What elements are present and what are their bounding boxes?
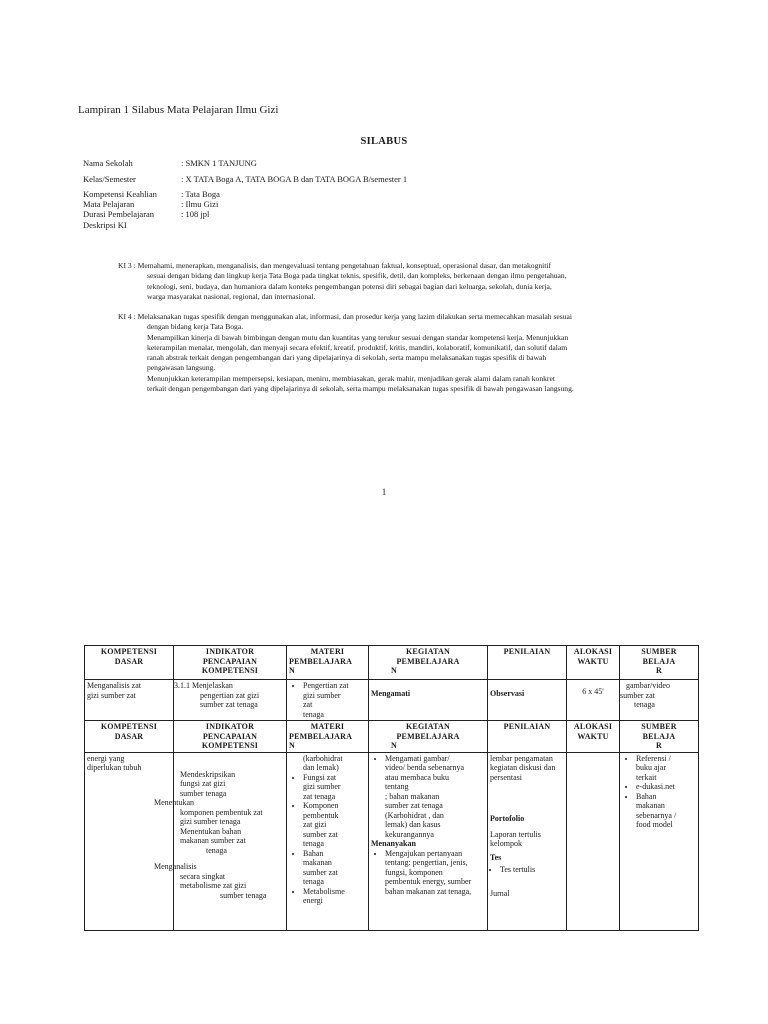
info-label: Kelas/Semester xyxy=(83,174,136,184)
ki4-line: terkait dengan pengembangan dari yang dipelajarinya di sekolah, serta mampu melaksanakan tugas spesifik di bawah pengawasan langsung. xyxy=(147,384,574,394)
list-item: • Mengajukan pertanyaan tentang: pengertian, jenis, fungsi, komponen pembentuk energy, sumber bahan makanan zat tenaga, xyxy=(385,849,485,897)
list-item: • Mengamati gambar/ video/ benda sebenarnya atau membaca buku tentang ; bahan makanan sumber zat tenaga (Karbohidrat , dan lemak) dan kasus kekurangannya xyxy=(385,754,485,840)
list-item: • Bahan makanan sebenarnya / food model xyxy=(636,792,696,830)
info-label: Durasi Pembelajaran xyxy=(83,209,155,219)
table-row xyxy=(85,752,699,930)
header-materi: MATERI PEMBELAJARA N xyxy=(287,721,369,753)
ki4-line: dengan bidang kerja Tata Boga. xyxy=(147,322,244,332)
info-label: Kompetensi Keahlian xyxy=(83,189,157,199)
info-value: : X TATA Boga A, TATA BOGA B dan TATA BOGA B/semester 1 xyxy=(181,174,408,184)
cell-sumber xyxy=(620,752,699,930)
cell-ipk: Mendeskripsikan fungsi zat gizi sumber tenaga Menentukan komponen pembentuk zat gizi sumber tenaga Menentukan bahan makanan sumber zat tenaga Menganalisis secara singkat metabolisme zat gizi sumber tenaga xyxy=(174,752,287,930)
info-row-competency xyxy=(83,189,220,199)
cell-kegiatan xyxy=(369,752,488,930)
ki3-line: KI 3 : Memahami, menerapkan, menganalisis, dan mengevaluasi tentang pengetahuan faktual, konseptual, operasional dasar, dan metakognitif xyxy=(118,261,552,270)
table-header-row xyxy=(85,646,699,680)
table-row xyxy=(85,680,699,721)
ki3-line: sesuai dengan bidang dan lingkup kerja Tata Boga pada tingkat teknis, spesifik, detil, dan kompleks, berkenaan dengan ilmu pengetahuan, xyxy=(147,271,567,281)
list-item: • Bahan makanan sumber zat tenaga xyxy=(303,849,366,887)
info-label: Nama Sekolah xyxy=(83,158,133,168)
info-row-school xyxy=(83,158,257,168)
info-row-ki-description xyxy=(83,220,181,230)
list-item: • Komponen pembentuk zat gizi sumber zat tenaga xyxy=(303,801,366,849)
info-value: : Tata Boga xyxy=(181,189,220,199)
attachment-heading: Lampiran 1 Silabus Mata Pelajaran Ilmu Gizi xyxy=(78,104,279,116)
cell-kd: energi yang diperlukan tubuh xyxy=(85,752,174,930)
ki4-line: pengawasan langsung. xyxy=(147,363,216,373)
info-value: : SMKN 1 TANJUNG xyxy=(181,158,257,168)
header-indikator: INDIKATOR PENCAPAIAN KOMPETENSI xyxy=(174,721,287,753)
ki4-line: KI 4 : Melaksanakan tugas spesifik dengan menggunakan alat, informasi, dan prosedur kerja yang lazim dilakukan serta memecahkan masalah sesuai xyxy=(118,312,572,321)
ki3-paragraph xyxy=(118,261,567,302)
table-header-row-repeat xyxy=(85,721,699,753)
ki4-line: Menunjukkan keterampilan mempersepsi, kesiapan, meniru, membiasakan, gerak mahir, menjadikan gerak alami dalam ranah konkret xyxy=(147,373,555,383)
cell-kd: Menganalisis zat gizi sumber zat xyxy=(85,680,174,721)
list-item: • Tes tertulis xyxy=(500,865,564,875)
ki4-paragraph xyxy=(118,312,574,394)
page-number: 1 xyxy=(381,487,387,497)
info-label: Deskripsi KI xyxy=(83,220,127,230)
cell-alokasi xyxy=(567,752,620,930)
info-row-subject xyxy=(83,199,218,209)
cell-materi: • Pengertian zat gizi sumber zat tenaga xyxy=(287,680,369,721)
cell-ipk: 3.1.1 Menjelaskan pengertian zat gizi sumber zat tenaga xyxy=(174,680,287,721)
header-materi: MATERI PEMBELAJARA N xyxy=(287,646,369,680)
list-item: • Metabolisme energi xyxy=(303,887,366,906)
list-item: • Fungsi zat gizi sumber zat tenaga xyxy=(303,773,366,802)
ki3-line: warga masyarakat nasional, regional, dan internasional. xyxy=(147,291,316,301)
header-sumber: SUMBER BELAJA R xyxy=(620,646,699,680)
ki4-line: ranah abstrak terkait dengan pengembangan dari yang dipelajarinya di sekolah, serta mampu melaksanakan tugas spesifik di bawah xyxy=(147,353,547,363)
info-label: Mata Pelajaran xyxy=(83,199,135,209)
ki4-line: keterampilan menalar, mengolah, dan menyaji secara efektif, kreatif, produktif, kritis, mandiri, kolaboratif, komunikatif, dan solutif dalam xyxy=(147,342,568,352)
info-value: : Ilmu Gizi xyxy=(181,199,219,209)
header-penilaian: PENILAIAN xyxy=(488,721,567,753)
cell-kegiatan: Mengamati xyxy=(369,680,488,721)
header-kegiatan: KEGIATAN PEMBELAJARA N xyxy=(369,721,488,753)
kegiatan-menanya-label: Menanyakan xyxy=(371,839,416,848)
header-indikator: INDIKATOR PENCAPAIAN KOMPETENSI xyxy=(174,646,287,680)
cell-penilaian: Observasi xyxy=(488,680,567,721)
syllabus-table xyxy=(84,645,699,931)
info-row-duration xyxy=(83,209,209,219)
header-alokasi: ALOKASI WAKTU xyxy=(567,646,620,680)
info-row-class xyxy=(83,174,407,184)
header-sumber: SUMBER BELAJA R xyxy=(620,721,699,753)
header-alokasi: ALOKASI WAKTU xyxy=(567,721,620,753)
cell-materi: (karbohidrat dan lemak) • Fungsi zat gizi sumber zat tenaga • Komponen pembentuk zat gizi sumber zat tenaga • Bahan makanan sumber zat tenaga • Metabolisme energi xyxy=(287,752,369,930)
cell-penilaian: lembar pengamatan kegiatan diskusi dan persentasi Portofolio Laporan tertulis kelompok Tes • Tes tertulis Jurnal xyxy=(488,752,567,930)
list-item: • e-dukasi.net xyxy=(636,782,696,792)
list-item: • Referensi / buku ajar terkait xyxy=(636,754,696,783)
header-kegiatan: KEGIATAN PEMBELAJARA N xyxy=(369,646,488,680)
page-title: SILABUS xyxy=(360,136,408,147)
jurnal-label: Jurnal xyxy=(490,888,510,898)
header-kompetensi-dasar: KOMPETENSI DASAR xyxy=(85,721,174,753)
cell-sumber: gambar/video sumber zat tenaga xyxy=(620,680,699,721)
header-kompetensi-dasar: KOMPETENSI DASAR xyxy=(85,646,174,680)
portofolio-label: Portofolio xyxy=(490,814,525,823)
tes-label: Tes xyxy=(490,852,502,862)
ki3-line: teknologi, seni, budaya, dan humaniora dalam konteks pengembangan potensi diri sebagai bagian dari keluarga, sekolah, dunia kerja, xyxy=(147,281,552,291)
header-penilaian: PENILAIAN xyxy=(488,646,567,680)
info-value: : 108 jpl xyxy=(181,209,210,219)
cell-alokasi: 6 x 45' xyxy=(567,680,620,721)
ki4-line: Menampilkan kinerja di bawah bimbingan dengan mutu dan kuantitas yang terukur sesuai dengan standar kompetensi kerja. Menunjukkan xyxy=(147,332,569,342)
